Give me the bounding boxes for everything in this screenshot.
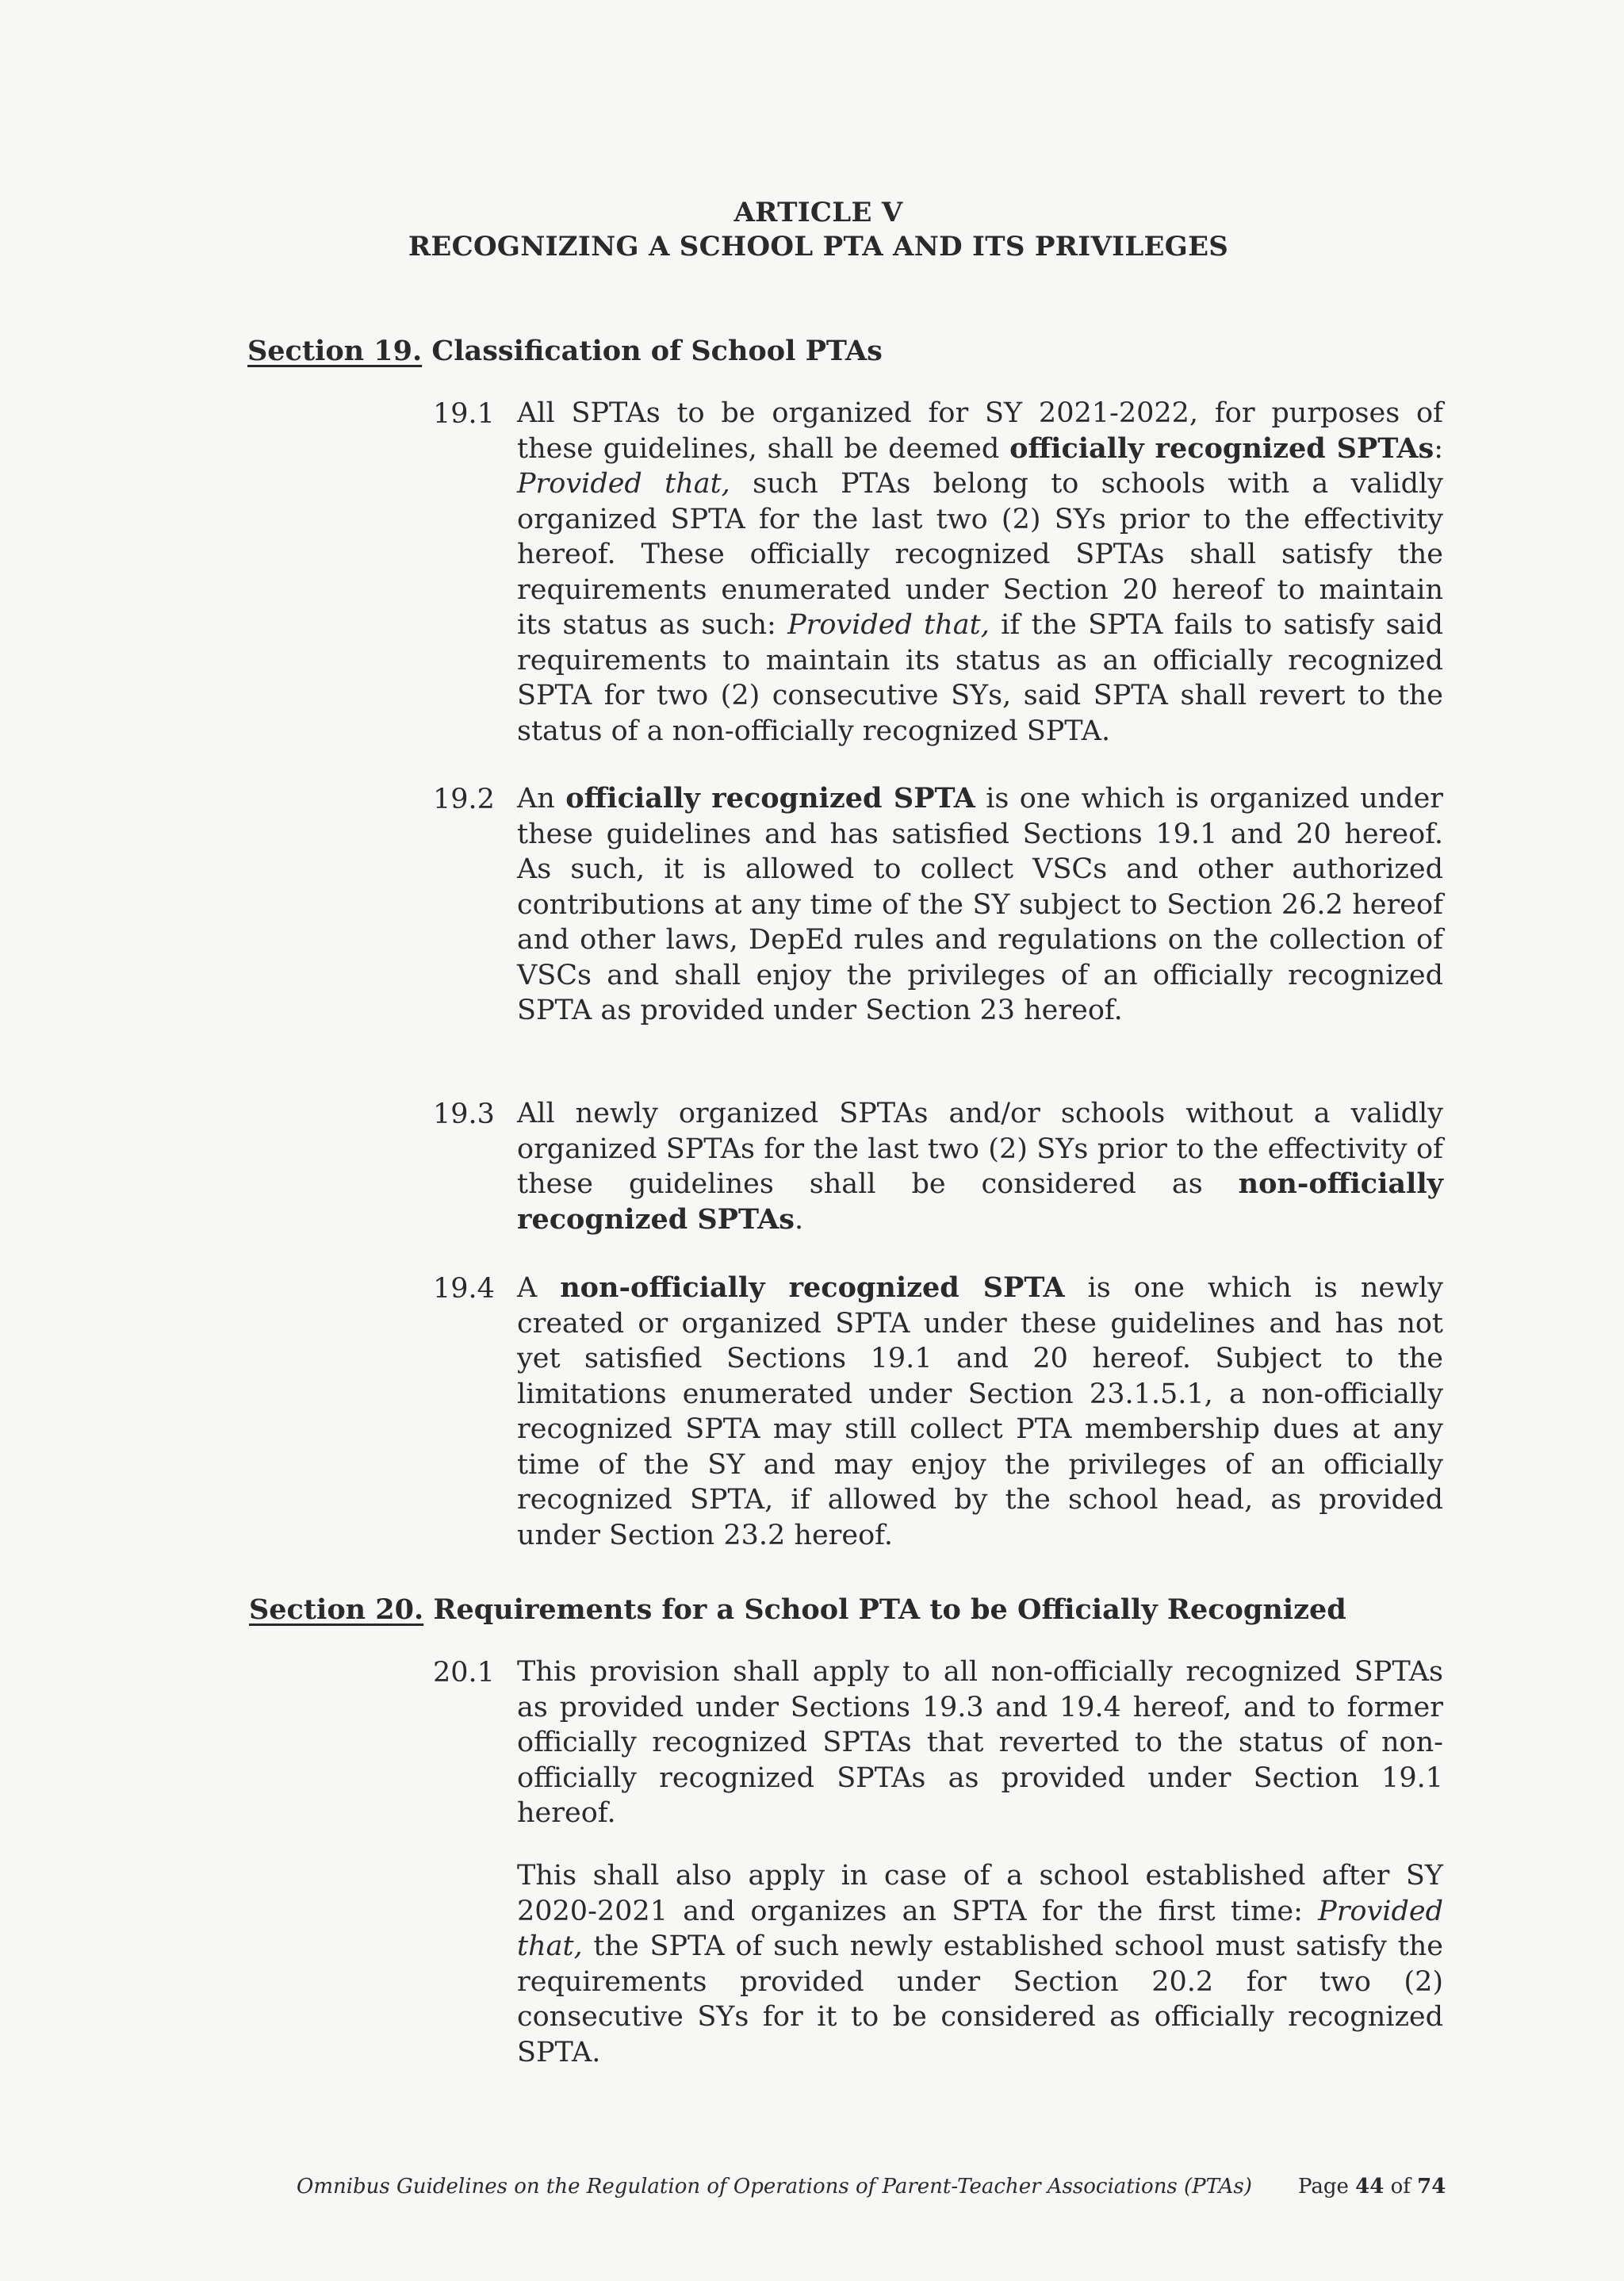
footer-page-number bbox=[1298, 2175, 1446, 2199]
section-19-label: Section 19. bbox=[247, 335, 423, 367]
section-20-title: Requirements for a School PTA to be Officially Recognized bbox=[433, 1593, 1346, 1626]
paragraph-20-1-continuation bbox=[517, 1858, 1443, 2070]
item-number: 19.2 bbox=[433, 784, 495, 815]
text-run: the SPTA of such newly established school must satisfy the requirements provided under Section 20.2 for two (2) consecutive SYs for it to be considered as officially recognized SPTA. bbox=[517, 1930, 1443, 2068]
bold-term: non-officially recognized SPTAs bbox=[517, 1167, 1443, 1236]
item-number: 19.1 bbox=[433, 398, 495, 430]
text-run: is one which is newly created or organized SPTA under these guidelines and has not yet satisfied Sections 19.1 and 20 hereof. Subject to the limitations enumerated under Section 23.1.5.1, a non-officially recognized SPTA may still collect PTA membership dues at any time of the SY and may enjoy the privileges of an officially recognized SPTA, if allowed by the school head, as provided under Section 23.2 hereof. bbox=[517, 1272, 1444, 1551]
text-run: . bbox=[794, 1203, 804, 1236]
article-number: ARTICLE V bbox=[733, 197, 903, 228]
text-run: All newly organized SPTAs and/or schools without a validly organized SPTAs for the last two (2) SYs prior to the effectivity of these guidelines shall be considered as bbox=[517, 1098, 1443, 1200]
text-run: such PTAs belong to schools with a validly organized SPTA for the last two (2) SYs prior to the effectivity hereof. These officially recognized SPTAs shall satisfy the requirements enumerated under Section 20 hereof to maintain its status as such: bbox=[517, 468, 1443, 641]
item-number: 20.1 bbox=[433, 1657, 495, 1689]
page-of: of bbox=[1390, 2175, 1411, 2199]
section-19-heading bbox=[247, 335, 883, 367]
item-number: 19.3 bbox=[433, 1098, 495, 1130]
italic-phrase: Provided that, bbox=[787, 609, 990, 641]
article-title: RECOGNIZING A SCHOOL PTA AND ITS PRIVILEGES bbox=[408, 231, 1229, 263]
bold-term: officially recognized SPTA bbox=[565, 782, 975, 815]
paragraph-19-1 bbox=[517, 396, 1443, 749]
text-run: is one which is organized under these guidelines and has satisfied Sections 19.1 and 20 hereof. As such, it is allowed to collect VSCs and other authorized contributions at any time of the SY subject to Section 26.2 hereof and other laws, DepEd rules and regulations on the collection of VSCs and shall enjoy the privileges of an officially recognized SPTA as provided under Section 23 hereof. bbox=[517, 783, 1444, 1026]
paragraph-20-1: This provision shall apply to all non-officially recognized SPTAs as provided under Sections 19.3 and 19.4 hereof, and to former officially recognized SPTAs that reverted to the status of non-officially recognized SPTAs as provided under Section 19.1 hereof. bbox=[517, 1656, 1443, 1829]
text-run: An bbox=[517, 783, 566, 815]
section-19-title: Classification of School PTAs bbox=[431, 335, 883, 367]
text-run: This shall also apply in case of a school established after SY 2020-2021 and organizes an SPTA for the first time: bbox=[517, 1860, 1443, 1927]
text-run: : bbox=[1434, 432, 1444, 465]
bold-term: non-officially recognized SPTA bbox=[560, 1271, 1065, 1304]
text-run: if the SPTA fails to satisfy said requirements to maintain its status as an officially recognized SPTA for two (2) consecutive SYs, said SPTA shall revert to the status of a non-officially recognized SPTA. bbox=[517, 609, 1444, 747]
text-run: A bbox=[517, 1272, 561, 1304]
current-page: 44 bbox=[1355, 2175, 1385, 2199]
paragraph-19-4 bbox=[517, 1271, 1443, 1553]
total-pages: 74 bbox=[1417, 2175, 1446, 2199]
section-20-label: Section 20. bbox=[249, 1593, 424, 1626]
section-20-heading bbox=[249, 1593, 1346, 1626]
paragraph-19-2 bbox=[517, 781, 1443, 1029]
bold-term: officially recognized SPTAs bbox=[1009, 431, 1434, 465]
item-number: 19.4 bbox=[433, 1273, 495, 1305]
italic-phrase: Provided that, bbox=[517, 1895, 1443, 1962]
text-run: All SPTAs to be organized for SY 2021-2022, for purposes of these guidelines, shall be deemed bbox=[517, 397, 1443, 465]
page-prefix: Page bbox=[1298, 2175, 1349, 2199]
footer-document-title: Omnibus Guidelines on the Regulation of Operations of Parent-Teacher Associations (PTAs) bbox=[297, 2175, 1252, 2199]
italic-phrase: Provided that, bbox=[517, 468, 730, 500]
paragraph-19-3 bbox=[517, 1096, 1443, 1237]
